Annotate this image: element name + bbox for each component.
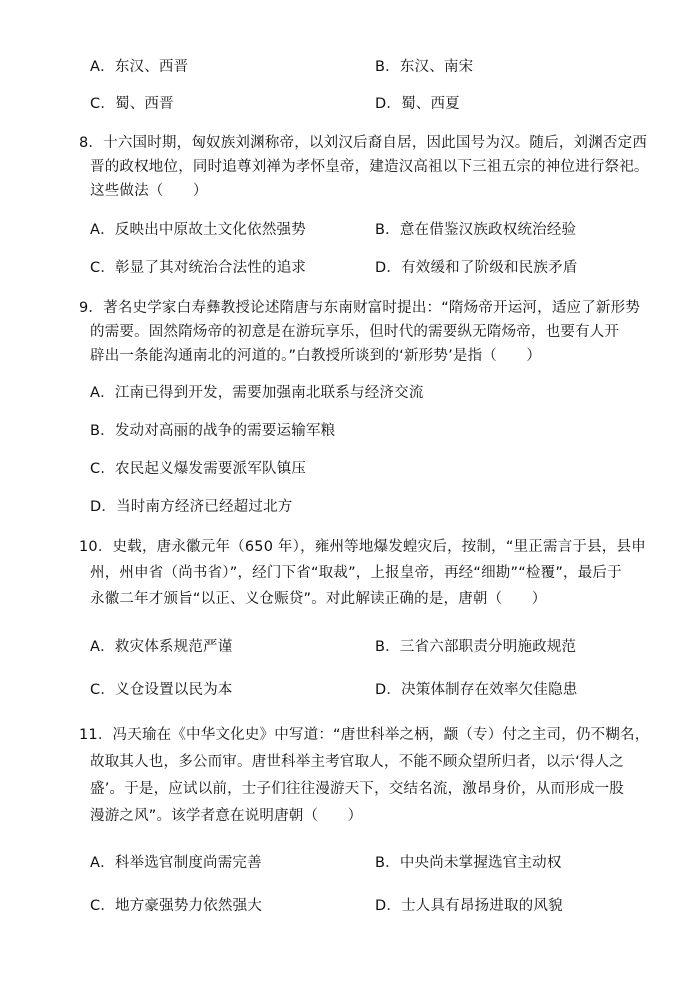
q8-option-a: A．反映出中原故土文化依然强势 [90,222,306,238]
q8-stem-line-3: 这些做法（ ） [90,183,208,199]
q9-stem-line-3: 辟出一条能沟通南北的河道的。”白教授所谈到的‘新形势’是指（ ） [90,348,542,364]
q9-stem-line-2: 的需要。固然隋炀帝的初意是在游玩享乐，但时代的需要纵无隋炀帝，也要有人开 [90,324,620,340]
q7-option-d: D．蜀、西夏 [375,96,460,112]
q7-option-a: A．东汉、西晋 [90,59,189,75]
q9-option-b: B．发动对高丽的战争的需要运输军粮 [90,423,336,439]
q11-option-c: C．地方豪强势力依然强大 [90,898,263,914]
q11-stem-line-1: 11．冯天瑜在《中华文化史》中写道：“唐世科举之柄，颛（专）付之主司，仍不糊名， [79,727,650,743]
q11-stem-line-4: 漫游之风”。该学者意在说明唐朝（ ） [90,808,363,824]
q10-option-b: B．三省六部职责分明施政规范 [375,639,577,655]
q10-stem-line-1: 10．史载，唐永徽元年（650 年），雍州等地爆发蝗灾后，按制，“里正需言于县，县申 [79,539,646,555]
q9-option-a: A．江南已得到开发，需要加强南北联系与经济交流 [90,385,424,401]
q9-option-c: C．农民起义爆发需要派军队镇压 [90,461,307,477]
q10-option-a: A．救灾体系规范严谨 [90,639,233,655]
q11-option-a: A．科举选官制度尚需完善 [90,855,262,871]
q11-option-b: B．中央尚未掌握选官主动权 [375,855,562,871]
q7-option-b: B．东汉、南宋 [375,59,474,75]
q8-option-b: B．意在借鉴汉族政权统治经验 [375,222,577,238]
q11-stem-line-2: 故取其人也，多公而审。唐世科举主考官取人，不能不顾众望所归者，以示‘得人之 [90,754,625,770]
q8-stem-line-2: 晋的政权地位，同时追尊刘禅为孝怀皇帝，建造汉高祖以下三祖五宗的神位进行祭祀。 [90,159,649,175]
q8-stem-line-1: 8．十六国时期，匈奴族刘渊称帝，以刘汉后裔自居，因此国号为汉。随后，刘渊否定西 [79,135,648,151]
q11-stem-line-3: 盛’。于是，应试以前，士子们往往漫游天下，交结名流，激昂身价，从而形成一股 [90,781,625,797]
q10-option-c: C．义仓设置以民为本 [90,682,233,698]
q10-option-d: D．决策体制存在效率欠佳隐患 [375,682,578,698]
q8-option-d: D．有效缓和了阶级和民族矛盾 [375,260,578,276]
q8-option-c: C．彰显了其对统治合法性的追求 [90,260,307,276]
q10-stem-line-3: 永徽二年才颁旨“以正、义仓赈贷”。对此解读正确的是，唐朝（ ） [90,591,547,607]
q10-stem-line-2: 州，州申省（尚书省）”，经门下省“取裁”，上报皇帝，再经“细勘”“检覆”，最后于 [90,565,622,581]
q11-option-d: D．士人具有昂扬进取的风貌 [375,898,563,914]
q7-option-c: C．蜀、西晋 [90,96,174,112]
q9-stem-line-1: 9．著名史学家白寿彝教授论述隋唐与东南财富时提出：“隋炀帝开运河，适应了新形势 [79,300,641,316]
q9-option-d: D．当时南方经济已经超过北方 [90,499,293,515]
